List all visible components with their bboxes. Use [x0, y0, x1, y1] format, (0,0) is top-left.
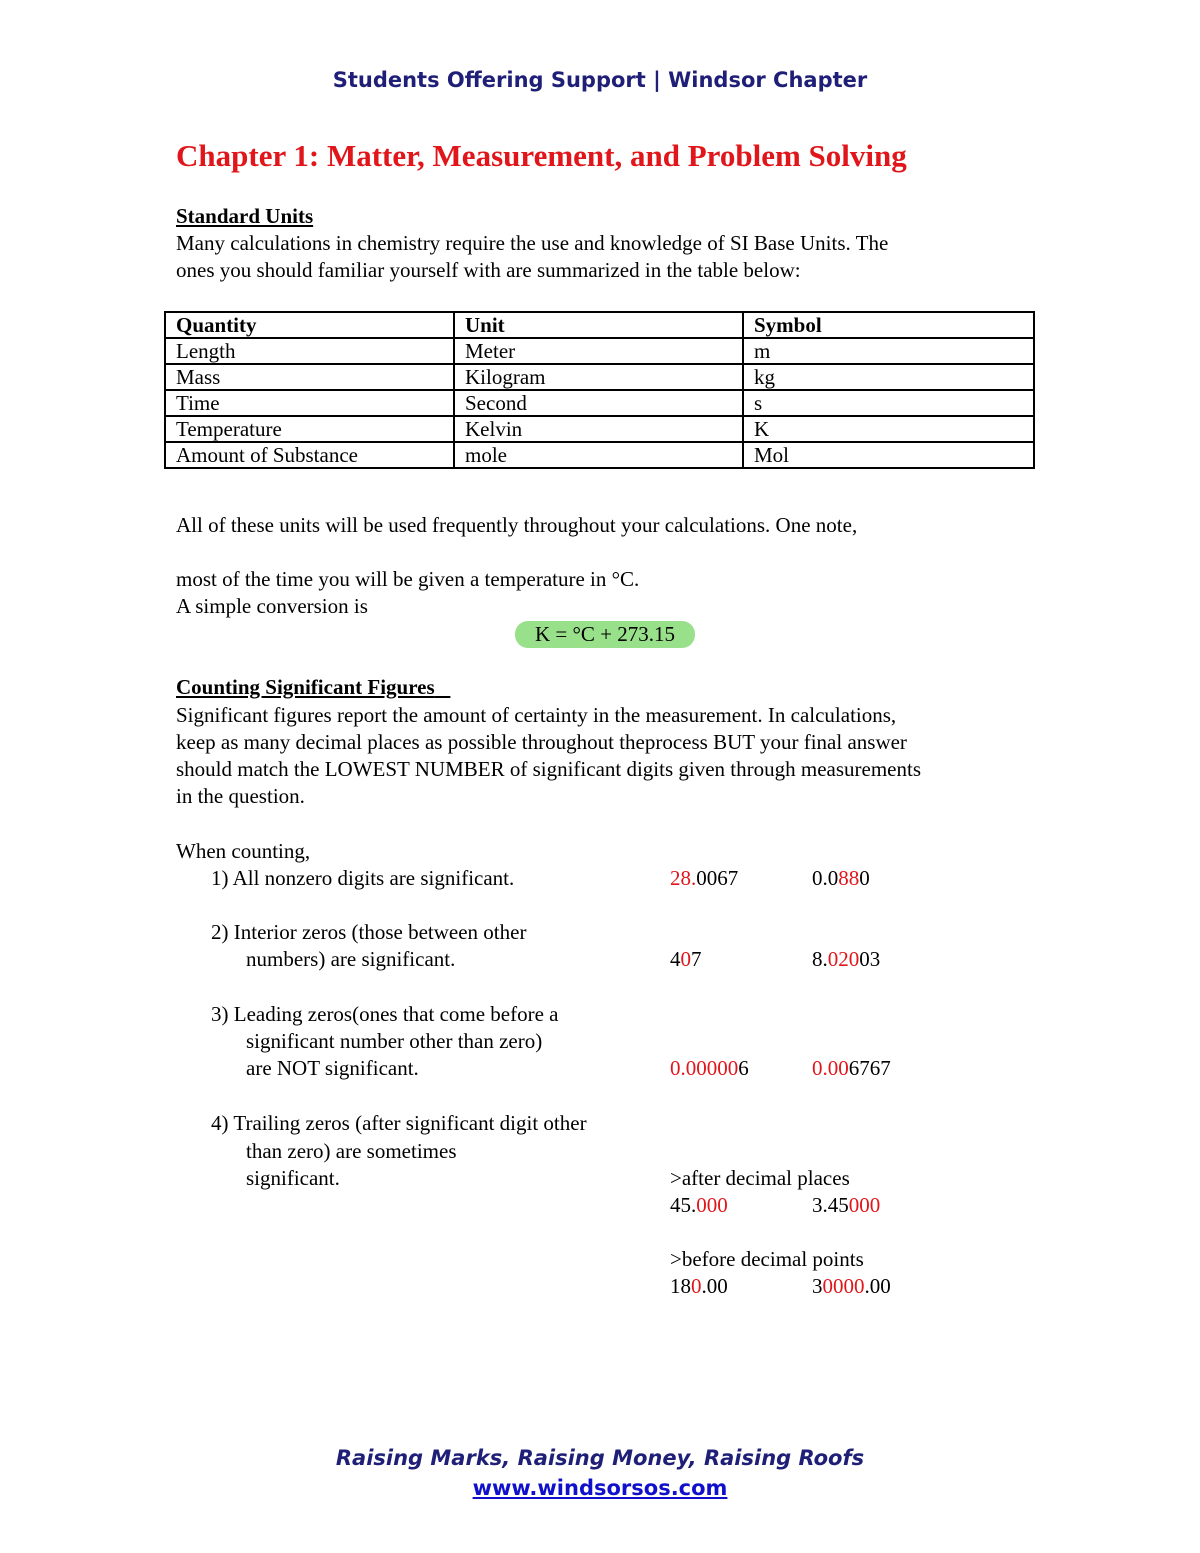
example-digits: 6 [738, 1056, 749, 1080]
example-digits: .00 [864, 1274, 891, 1298]
table-cell: Amount of Substance [165, 442, 454, 468]
example-2b [812, 946, 880, 973]
significant-digits: 0 [680, 947, 691, 971]
example-digits: 4 [670, 947, 681, 971]
example-digits: 0 [859, 866, 870, 890]
example-1b [812, 865, 870, 892]
table-cell: Kelvin [454, 416, 743, 442]
table-cell: Kilogram [454, 364, 743, 390]
example-4b [812, 1192, 880, 1219]
chapter-title: Chapter 1: Matter, Measurement, and Problem Solving [176, 138, 907, 173]
table-cell: Time [165, 390, 454, 416]
significant-digits: 000 [696, 1193, 728, 1217]
intro-text-line-2: ones you should familiar yourself with are summarized in the table below: [176, 258, 801, 282]
example-4d [812, 1273, 891, 1300]
table-cell: Mol [743, 442, 1034, 468]
section-heading-significant-figures [176, 675, 450, 700]
table-cell: Length [165, 338, 454, 364]
table-cell: kg [743, 364, 1034, 390]
after-decimal-label: >after decimal places [670, 1166, 850, 1190]
example-1a [670, 865, 738, 892]
example-digits: 0.0 [812, 866, 839, 890]
sig-figs-para-line-2: keep as many decimal places as possible throughout theprocess BUT your final answer [176, 730, 907, 754]
table-cell: m [743, 338, 1034, 364]
rule-3-line-2: significant number other than zero) [246, 1029, 543, 1053]
rule-2-line-2: numbers) are significant. [246, 947, 456, 971]
significant-digits: 0 [691, 1274, 702, 1298]
significant-digits: 020 [827, 947, 860, 971]
rule-4-line-3: significant. [246, 1166, 340, 1190]
example-digits: 0067 [696, 866, 739, 890]
significant-digits: 0.00000 [670, 1056, 739, 1080]
rule-3-line-3: are NOT significant. [246, 1056, 419, 1080]
significant-digits: 28. [670, 866, 697, 890]
example-digits: 7 [691, 947, 702, 971]
example-digits: 6767 [848, 1056, 891, 1080]
table-header-row [165, 312, 1034, 338]
table-cell: Second [454, 390, 743, 416]
table-cell: K [743, 416, 1034, 442]
table-row [165, 416, 1034, 442]
table-cell: Mass [165, 364, 454, 390]
section-heading-standard-units: Standard Units [176, 204, 314, 228]
table-row [165, 390, 1034, 416]
example-digits: 3.45 [812, 1193, 849, 1217]
table-cell: Temperature [165, 416, 454, 442]
footer-website-link[interactable]: www.windsorsos.com [472, 1476, 728, 1500]
significant-digits: 000 [848, 1193, 881, 1217]
table-cell: s [743, 390, 1034, 416]
note-line-2: most of the time you will be given a temperature in °C. [176, 567, 640, 591]
table-cell: Meter [454, 338, 743, 364]
rule-1: 1) All nonzero digits are significant. [211, 866, 515, 890]
example-3a [670, 1055, 749, 1082]
example-digits: 18 [670, 1274, 691, 1298]
example-digits: 03 [859, 947, 881, 971]
example-4a [670, 1192, 728, 1219]
rule-4-line-1: 4) Trailing zeros (after significant digit other [211, 1111, 587, 1135]
note-line-1: All of these units will be used frequently throughout your calculations. One note, [176, 513, 858, 537]
note-line-3: A simple conversion is [176, 594, 368, 618]
table-header-cell: Quantity [165, 312, 454, 338]
rule-3-line-1: 3) Leading zeros(ones that come before a [211, 1002, 559, 1026]
table-row [165, 442, 1034, 468]
table-cell: mole [454, 442, 743, 468]
significant-digits: 88 [838, 866, 860, 890]
example-2a [670, 946, 702, 973]
significant-digits: 0000 [822, 1274, 865, 1298]
table-row [165, 364, 1034, 390]
example-4c [670, 1273, 728, 1300]
table-row [165, 338, 1034, 364]
example-digits: 45. [670, 1193, 697, 1217]
table-header-cell: Unit [454, 312, 743, 338]
footer-slogan: Raising Marks, Raising Money, Raising Roofs [335, 1446, 865, 1470]
table-header-cell: Symbol [743, 312, 1034, 338]
example-3b [812, 1055, 891, 1082]
page-header: Students Offering Support | Windsor Chapter [332, 68, 868, 92]
sig-figs-para-line-1: Significant figures report the amount of certainty in the measurement. In calculations, [176, 703, 897, 727]
example-digits: 8. [812, 947, 828, 971]
sig-figs-para-line-4: in the question. [176, 784, 305, 808]
sig-figs-para-line-3: should match the LOWEST NUMBER of significant digits given through measurements [176, 757, 922, 781]
before-decimal-label: >before decimal points [670, 1247, 864, 1271]
conversion-formula: K = °C + 273.15 [515, 621, 695, 648]
when-counting-label: When counting, [176, 839, 311, 863]
rule-4-line-2: than zero) are sometimes [246, 1139, 457, 1163]
rule-2-line-1: 2) Interior zeros (those between other [211, 920, 527, 944]
example-digits: 3 [812, 1274, 823, 1298]
significant-digits: 0.00 [812, 1056, 849, 1080]
sig-figs-heading-text: Counting Significant Figures [176, 675, 435, 699]
si-units-table [164, 311, 1035, 469]
intro-text-line-1: Many calculations in chemistry require the use and knowledge of SI Base Units. The [176, 231, 889, 255]
example-digits: .00 [701, 1274, 728, 1298]
